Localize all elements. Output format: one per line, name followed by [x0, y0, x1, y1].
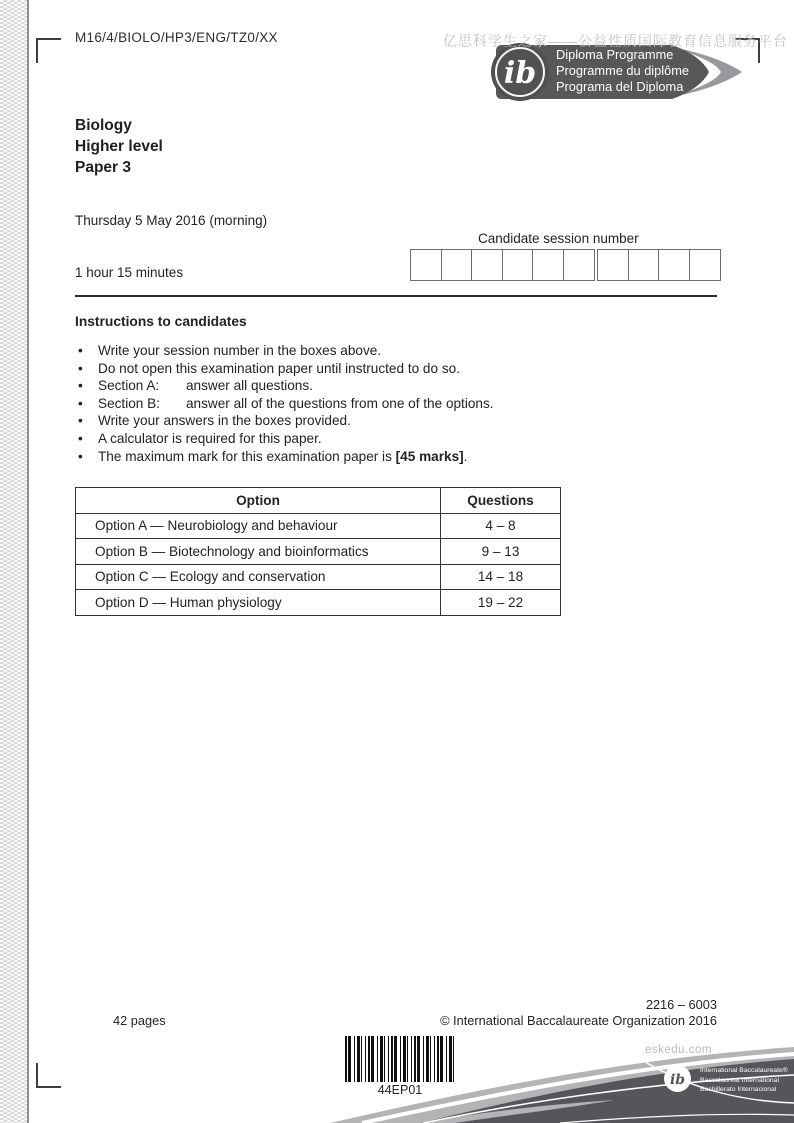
footer-ib-logo-text	[700, 1066, 788, 1095]
option-cell: Option A — Neurobiology and behaviour	[76, 513, 441, 539]
instruction-bullet: • Write your answers in the boxes provided.	[75, 412, 675, 430]
bullet-dot: •	[78, 413, 83, 429]
session-digit-box	[532, 249, 564, 281]
eskedu-watermark: eskedu.com	[645, 1044, 713, 1056]
footer-ib-line-en: International Baccalaureate®	[700, 1067, 788, 1074]
footer-ib-logo-glyph: ib	[669, 1071, 686, 1088]
instruction-bullet: • Write your session number in the boxes above.	[75, 342, 675, 360]
instruction-bullet: • Section A: answer all questions.	[75, 377, 675, 395]
questions-cell: 14 – 18	[441, 564, 561, 590]
copyright-notice: © International Baccalaureate Organization 2016	[440, 1013, 717, 1028]
bullet-dot: •	[78, 343, 83, 358]
questions-cell: 9 – 13	[441, 539, 561, 565]
level-title: Higher level	[75, 138, 163, 155]
bullet-dot: •	[78, 395, 83, 411]
bullet-dot: •	[78, 430, 83, 446]
column-header-questions: Questions	[441, 488, 561, 514]
banner-line-es: Programa del Diploma	[556, 79, 684, 94]
scan-edge-halftone-strip	[0, 0, 29, 1123]
paper-number: Paper 3	[75, 159, 132, 176]
session-digit-box	[410, 249, 442, 281]
session-digit-box	[597, 249, 629, 281]
subject-title: Biology	[75, 117, 132, 134]
banner-line-fr: Programme du diplôme	[556, 63, 690, 78]
exam-date: Thursday 5 May 2016 (morning)	[75, 213, 268, 228]
page-count: 42 pages	[113, 1013, 166, 1028]
bullet-dot: •	[78, 360, 83, 376]
instructions-list	[75, 342, 675, 465]
bullet-dot: •	[78, 378, 83, 394]
ib-logo-glyph: ib	[503, 56, 537, 91]
instruction-bullet: • Section B: answer all of the questions from one of the options.	[75, 395, 675, 413]
option-cell: Option C — Ecology and conservation	[76, 564, 441, 590]
chinese-watermark: 亿思科学生之家——公益性质国际教育信息服务平台	[443, 33, 788, 49]
ib-logo-circle	[492, 44, 548, 100]
crop-mark-top-left	[36, 38, 61, 63]
instruction-bullet: • The maximum mark for this examination paper is [45 marks].	[75, 448, 675, 466]
banner-text	[556, 47, 689, 95]
banner-line-en: Diploma Programme	[556, 47, 674, 62]
table-row	[76, 564, 561, 590]
session-digit-box	[441, 249, 473, 281]
questions-cell: 4 – 8	[441, 513, 561, 539]
instruction-bullet: • A calculator is required for this paper.	[75, 430, 675, 448]
session-digit-box	[471, 249, 503, 281]
session-digit-box	[563, 249, 595, 281]
exam-duration: 1 hour 15 minutes	[75, 265, 184, 280]
column-header-option: Option	[76, 488, 441, 514]
session-digit-box	[658, 249, 690, 281]
session-digit-box	[689, 249, 721, 281]
barcode-label: 44EP01	[377, 1083, 423, 1097]
paper-code: M16/4/BIOLO/HP3/ENG/TZ0/XX	[75, 30, 278, 45]
candidate-session-label: Candidate session number	[478, 231, 639, 246]
instructions-heading: Instructions to candidates	[75, 314, 247, 329]
instruction-bullet: • Do not open this examination paper until instructed to do so.	[75, 360, 675, 378]
footer-ib-line-fr: Baccalauréat International	[700, 1076, 779, 1084]
option-cell: Option B — Biotechnology and bioinformatics	[76, 539, 441, 565]
table-row	[76, 539, 561, 565]
footer-ib-logo-circle	[664, 1065, 691, 1092]
questions-cell: 19 – 22	[441, 590, 561, 616]
table-row	[76, 590, 561, 616]
ib-logo-ring	[495, 47, 545, 97]
bullet-dot: •	[78, 448, 83, 464]
table-row	[76, 513, 561, 539]
option-cell: Option D — Human physiology	[76, 590, 441, 616]
options-table	[75, 487, 561, 616]
horizontal-divider	[75, 295, 717, 297]
footer-ib-line-es: Bachillerato Internacional	[700, 1086, 777, 1093]
paper-title	[75, 115, 163, 178]
session-digit-box	[502, 249, 534, 281]
candidate-session-number-boxes	[410, 249, 721, 281]
table-header-row	[76, 488, 561, 514]
session-digit-box	[628, 249, 660, 281]
publication-code: 2216 – 6003	[645, 997, 717, 1012]
